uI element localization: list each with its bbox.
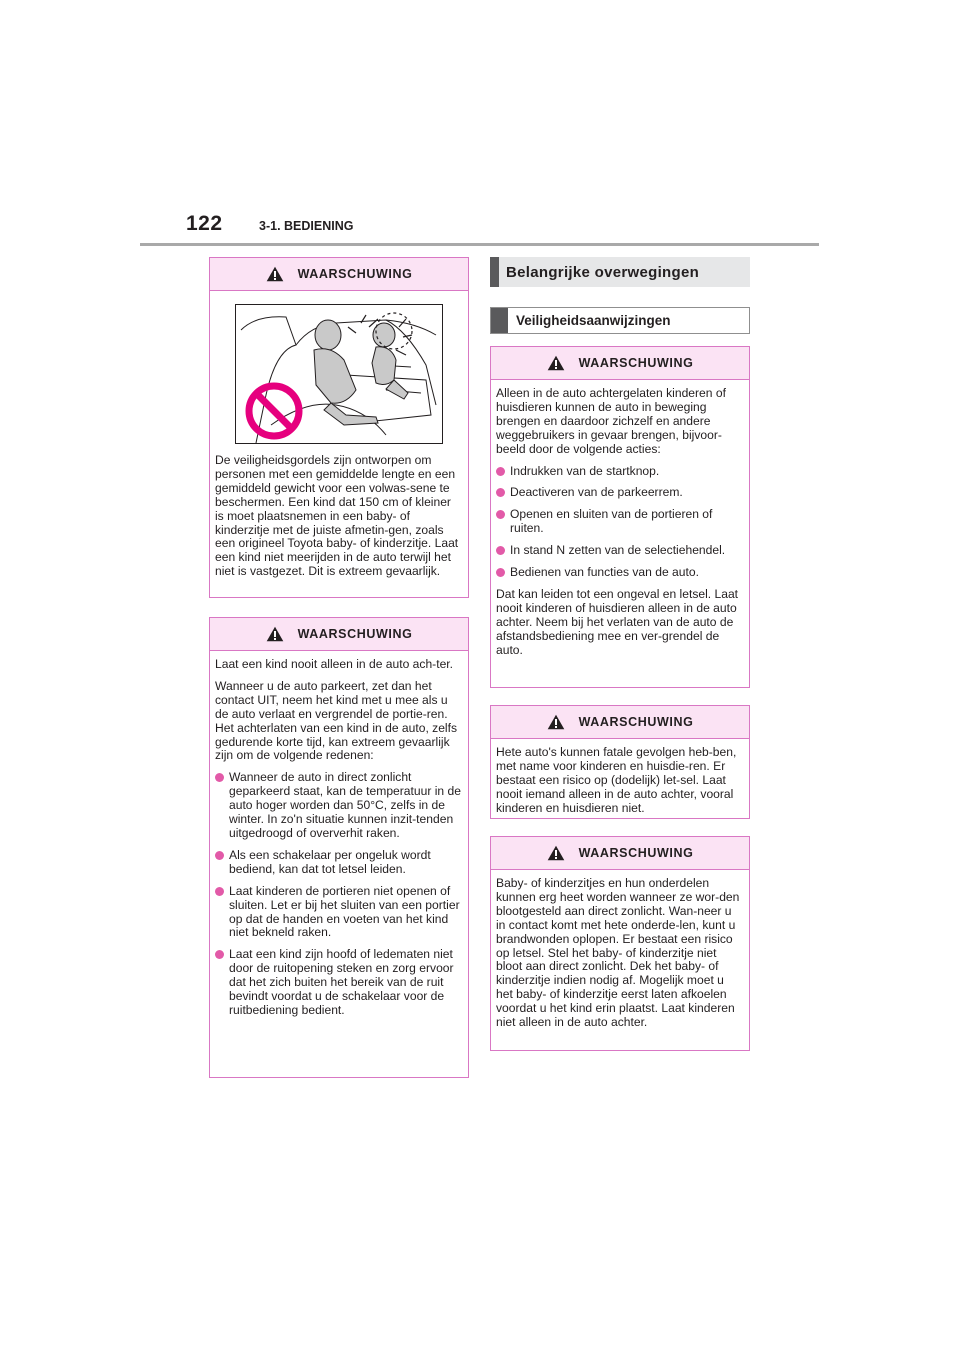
bullet-item (215, 948, 463, 1018)
warning-text: Hete auto's kunnen fatale gevolgen heb-ben, met name voor kinderen en huisdie-ren. Er bestaat een risico op (dodelijk) let-sel. Laat nooit iemand alleen in de auto achter, vooral kinderen en huisdieren niet. (496, 745, 737, 815)
warning-paragraph: Laat een kind nooit alleen in de auto ach-ter. (215, 657, 454, 671)
bullet-text: Laat een kind zijn hoofd of ledematen niet door de ruitopening steken en zorg ervoor dat het zich buiten het bereik van de ruit bevindt voordat u de schakelaar voor de ruitbediening bedient. (229, 947, 454, 1017)
warning-triangle-icon (547, 845, 565, 861)
bullet-text: In stand N zetten van de selectiehendel. (510, 543, 726, 558)
bullet-item (215, 885, 463, 941)
warning-title: WAARSCHUWING (297, 267, 413, 281)
bullet-dot-icon (496, 467, 505, 476)
warning-box-child-alone (209, 617, 469, 1078)
prohibited-child-on-lap-illustration (235, 304, 443, 444)
bullet-item (496, 486, 744, 500)
heading-bar (490, 257, 499, 287)
subheading-bar (491, 308, 508, 333)
warning-text: Baby- of kinderzitjes en hun onderdelen kunnen erg heet worden wanneer ze wor-den blootgesteld aan direct zonlicht. Wan-neer u in contact komt met hete onderde-len, kunt u brandwonden oplopen. Er bestaat een risico op letsel. Stel het baby- of kinderzitje niet bloot aan direct zonlicht. Dek het baby- of kinderzitje indien nodig af. Mogelijk moet u het baby- of kinderzitje eerst laten afkoelen voordat u het kind erin plaatst. Laat kinderen niet alleen in de auto achter. (496, 876, 740, 1030)
bullet-dot-icon (496, 510, 505, 519)
section-heading-text: Belangrijke overwegingen (506, 263, 700, 281)
warning-triangle-icon (547, 355, 565, 371)
bullet-text: Deactiveren van de parkeerrem. (510, 485, 683, 500)
warning-title: WAARSCHUWING (578, 846, 694, 860)
warning-header (210, 258, 468, 291)
subsection-heading (490, 307, 750, 334)
section-title: 3-1. BEDIENING (259, 219, 354, 233)
bullet-item (496, 465, 744, 479)
warning-paragraph: Dat kan leiden tot een ongeval en letsel. Laat nooit kinderen of huisdieren alleen in de auto achter. Neem bij het verlaten van de auto de afstandsbediening mee en ver-grendel de auto. (496, 586, 739, 657)
bullet-item (215, 849, 463, 877)
warning-paragraph: Alleen in de auto achtergelaten kinderen of huisdieren kunnen de auto in beweging brengen en daardoor zichzelf en andere weggebruikers in gevaar brengen, bijvoor-beeld door de volgende acties: (496, 386, 726, 456)
bullet-dot-icon (215, 851, 224, 860)
subsection-heading-text: Veiligheidsaanwijzingen (516, 313, 671, 328)
section-heading (490, 257, 750, 287)
bullet-dot-icon (215, 773, 224, 782)
warning-box-vehicle-movement (490, 346, 750, 688)
header-rule (140, 243, 819, 246)
bullet-item (496, 508, 744, 536)
bullet-text: Bedienen van functies van de auto. (510, 565, 699, 580)
warning-triangle-icon (266, 626, 284, 642)
bullet-text: Wanneer de auto in direct zonlicht geparkeerd staat, kan de temperatuur in de auto hoger worden dan 50°C, zelfs in de winter. In zo'n situatie kunnen inzit-tenden uitgedroogd of oververhit raken. (229, 770, 461, 840)
bullet-dot-icon (215, 950, 224, 959)
bullet-dot-icon (215, 887, 224, 896)
warning-paragraph: Wanneer u de auto parkeert, zet dan het contact UIT, neem het kind met u mee als u de auto verlaat en vergrendel de portie-ren. Het achterlaten van een kind in de auto, zelfs gedurende korte tijd, kan extreem gevaarlijk zijn om de volgende redenen: (215, 678, 458, 763)
bullet-text: Laat kinderen de portieren niet openen of sluiten. Let er bij het sluiten van een portier op dat de handen en voeten van het kind niet bekneld raken. (229, 883, 460, 940)
warning-title: WAARSCHUWING (297, 627, 413, 641)
bullet-item (496, 566, 744, 580)
warning-box-hot-child-seat (490, 836, 750, 1051)
warning-box-seatbelt (209, 257, 469, 598)
warning-title: WAARSCHUWING (578, 715, 694, 729)
warning-text: De veiligheidsgordels zijn ontworpen om personen met een gemiddelde lengte en een gemiddeld gewicht voor een volwas-sene te beschermen. Een kind dat 150 cm of kleiner is moet plaatsnemen in een baby- of kinderzitje met de juiste afmetin-gen, zoals een origineel Toyota baby- of kinderzitje. Laat een kind niet meerijden in de auto terwijl het niet is vastgezet. Dit is extreem gevaarlijk. (215, 453, 459, 579)
bullet-dot-icon (496, 568, 505, 577)
page-number: 122 (186, 212, 223, 235)
warning-header (491, 706, 749, 739)
bullet-item (215, 771, 463, 841)
warning-header (491, 347, 749, 380)
car-interior-drawing (236, 305, 442, 443)
warning-header (491, 837, 749, 870)
prohibition-sign-icon (249, 386, 299, 436)
bullet-dot-icon (496, 488, 505, 497)
bullet-item (496, 544, 744, 558)
warning-triangle-icon (547, 714, 565, 730)
bullet-text: Als een schakelaar per ongeluk wordt bediend, kan dat tot letsel leiden. (229, 847, 431, 876)
warning-title: WAARSCHUWING (578, 356, 694, 370)
warning-header (210, 618, 468, 651)
bullet-text: Openen en sluiten van de portieren of ruiten. (510, 507, 713, 536)
warning-triangle-icon (266, 266, 284, 282)
warning-box-hot-car (490, 705, 750, 819)
bullet-dot-icon (496, 546, 505, 555)
bullet-text: Indrukken van de startknop. (510, 463, 660, 478)
